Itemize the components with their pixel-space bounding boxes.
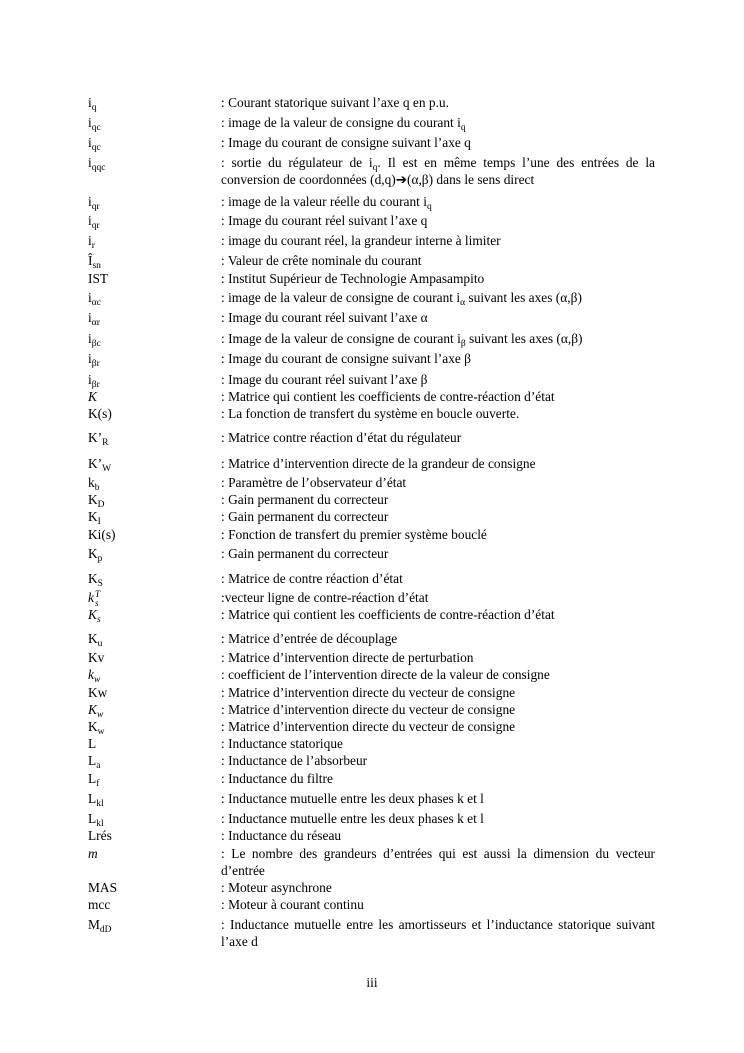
definition: :vecteur ligne de contre-réaction d’état (221, 590, 429, 605)
symbol: $i_{qr}$ (88, 213, 100, 231)
symbol: Kv (88, 650, 105, 665)
symbol: $K_w$ (88, 702, 104, 720)
definition: : image de la valeur réelle du courant $i_q$ (221, 194, 432, 212)
definition: : Valeur de crête nominale du courant (221, 253, 422, 268)
definition: : Matrice d’intervention directe du vecteur de consigne (221, 719, 516, 734)
symbol: $K_D$ (88, 492, 105, 510)
symbol: Kw (88, 685, 108, 700)
symbol: $L_f$ (88, 771, 100, 789)
symbol: $i_{qqc}$ (88, 155, 106, 173)
definition: : Gain permanent du correcteur (221, 492, 389, 507)
symbol: $k_w$ (88, 667, 101, 685)
definition: : Image du courant réel suivant l’axe α (221, 310, 428, 325)
symbol: Ki(s) (88, 527, 116, 542)
symbol: mcc (88, 897, 111, 912)
definition: : Matrice d’intervention directe de la grandeur de consigne (221, 456, 536, 471)
definition: : Image du courant réel suivant l’axe q (221, 213, 428, 228)
symbol: $i_{qr}$ (88, 194, 100, 212)
definition: : Image de la valeur de consigne de courant $i_\beta$ suivant les axes (α,β) (221, 331, 583, 349)
definition: : Matrice d’intervention directe du vecteur de consigne (221, 702, 516, 717)
symbol: IST (88, 271, 109, 286)
definition: : Matrice qui contient les coefficients de contre-réaction d’état (221, 607, 555, 622)
definition: : Inductance mutuelle entre les deux phases k et l (221, 791, 484, 806)
definition: : Inductance du filtre (221, 771, 333, 786)
definition: : Image du courant réel suivant l’axe β (221, 372, 428, 387)
symbol: $K_s$ (88, 607, 101, 625)
definition: : image de la valeur de consigne du courant $i_q$ (221, 115, 466, 133)
definition: : Gain permanent du correcteur (221, 509, 389, 524)
symbol: $i_{qc}$ (88, 135, 101, 153)
definition: : Matrice d’entrée de découplage (221, 631, 398, 646)
symbol: $K’_R$ (88, 430, 109, 448)
symbol: Lrés (88, 828, 112, 843)
symbol: $K_I$ (88, 509, 101, 527)
definition: : Matrice d’intervention directe de perturbation (221, 650, 474, 665)
symbol: $K_S$ (88, 571, 103, 589)
symbol: $i_r$ (88, 233, 95, 251)
definition: : sortie du régulateur de $i_q$. Il est en même temps l’une des entrées de la conversion de coordonnées (d,q)➔(α,β) dans le sens direct (221, 155, 655, 187)
definition: : Paramètre de l’observateur d’état (221, 475, 407, 490)
symbol: K (88, 389, 97, 404)
definition: : Matrice de contre réaction d’état (221, 571, 403, 586)
symbol: $L_a$ (88, 753, 101, 771)
symbol: $L_{kl}$ (88, 811, 104, 829)
symbol: $M_{dD}$ (88, 917, 112, 935)
definition: : coefficient de l’intervention directe de la valeur de consigne (221, 667, 550, 682)
symbol: $Î_{sn}$ (88, 253, 101, 271)
symbol: $K_p$ (88, 546, 103, 564)
symbol: L (88, 736, 97, 751)
definition: : Inductance du réseau (221, 828, 342, 843)
symbol: $i_{\alpha c}$ (88, 290, 101, 308)
symbol: $K_w$ (88, 719, 105, 737)
definition: : Image du courant de consigne suivant l’axe q (221, 135, 471, 150)
symbol: $k_b$ (88, 475, 100, 493)
symbol: kT s (88, 589, 100, 608)
definition: : Le nombre des grandeurs d’entrées qui est aussi la dimension du vecteur d’entrée (221, 846, 655, 878)
definition: : Courant statorique suivant l’axe q en p.u. (221, 95, 449, 110)
definition: : Inductance statorique (221, 736, 343, 751)
symbol: $L_{kl}$ (88, 791, 104, 809)
definition: : Moteur à courant continu (221, 897, 364, 912)
definition: : Matrice qui contient les coefficients de contre-réaction d’état (221, 389, 555, 404)
symbol: m (88, 846, 98, 861)
symbol: $i_{qc}$ (88, 115, 101, 133)
definition: : image de la valeur de consigne de courant $i_\alpha$ suivant les axes (α,β) (221, 290, 582, 308)
definition: : Image du courant de consigne suivant l’axe β (221, 351, 471, 366)
definition: : Gain permanent du correcteur (221, 546, 389, 561)
definition: : image du courant réel, la grandeur interne à limiter (221, 233, 501, 248)
definition: : Inductance mutuelle entre les amortisseurs et l’inductance statorique suivant l’axe d (221, 917, 655, 949)
definition: : Institut Supérieur de Technologie Ampasampito (221, 271, 485, 286)
symbol: $K’_W$ (88, 456, 112, 474)
symbol: MAS (88, 880, 118, 895)
definition: : Moteur asynchrone (221, 880, 332, 895)
symbol: $i_{\beta c}$ (88, 331, 101, 349)
definition: : Matrice d’intervention directe du vecteur de consigne (221, 685, 516, 700)
symbol: $i_{\beta r}$ (88, 351, 100, 369)
page-number: iii (366, 975, 378, 990)
symbol: $i_{\beta r}$ (88, 372, 100, 390)
definition: : Matrice contre réaction d’état du régulateur (221, 430, 462, 445)
definition: : La fonction de transfert du système en boucle ouverte. (221, 406, 520, 421)
definition: : Fonction de transfert du premier système bouclé (221, 527, 487, 542)
symbol: $i_q$ (88, 95, 97, 113)
symbol: K(s) (88, 406, 112, 421)
symbol: $i_{\alpha r}$ (88, 310, 100, 328)
symbol: $K_u$ (88, 631, 103, 649)
definition: : Inductance mutuelle entre les deux phases k et l (221, 811, 484, 826)
definition: : Inductance de l’absorbeur (221, 753, 368, 768)
